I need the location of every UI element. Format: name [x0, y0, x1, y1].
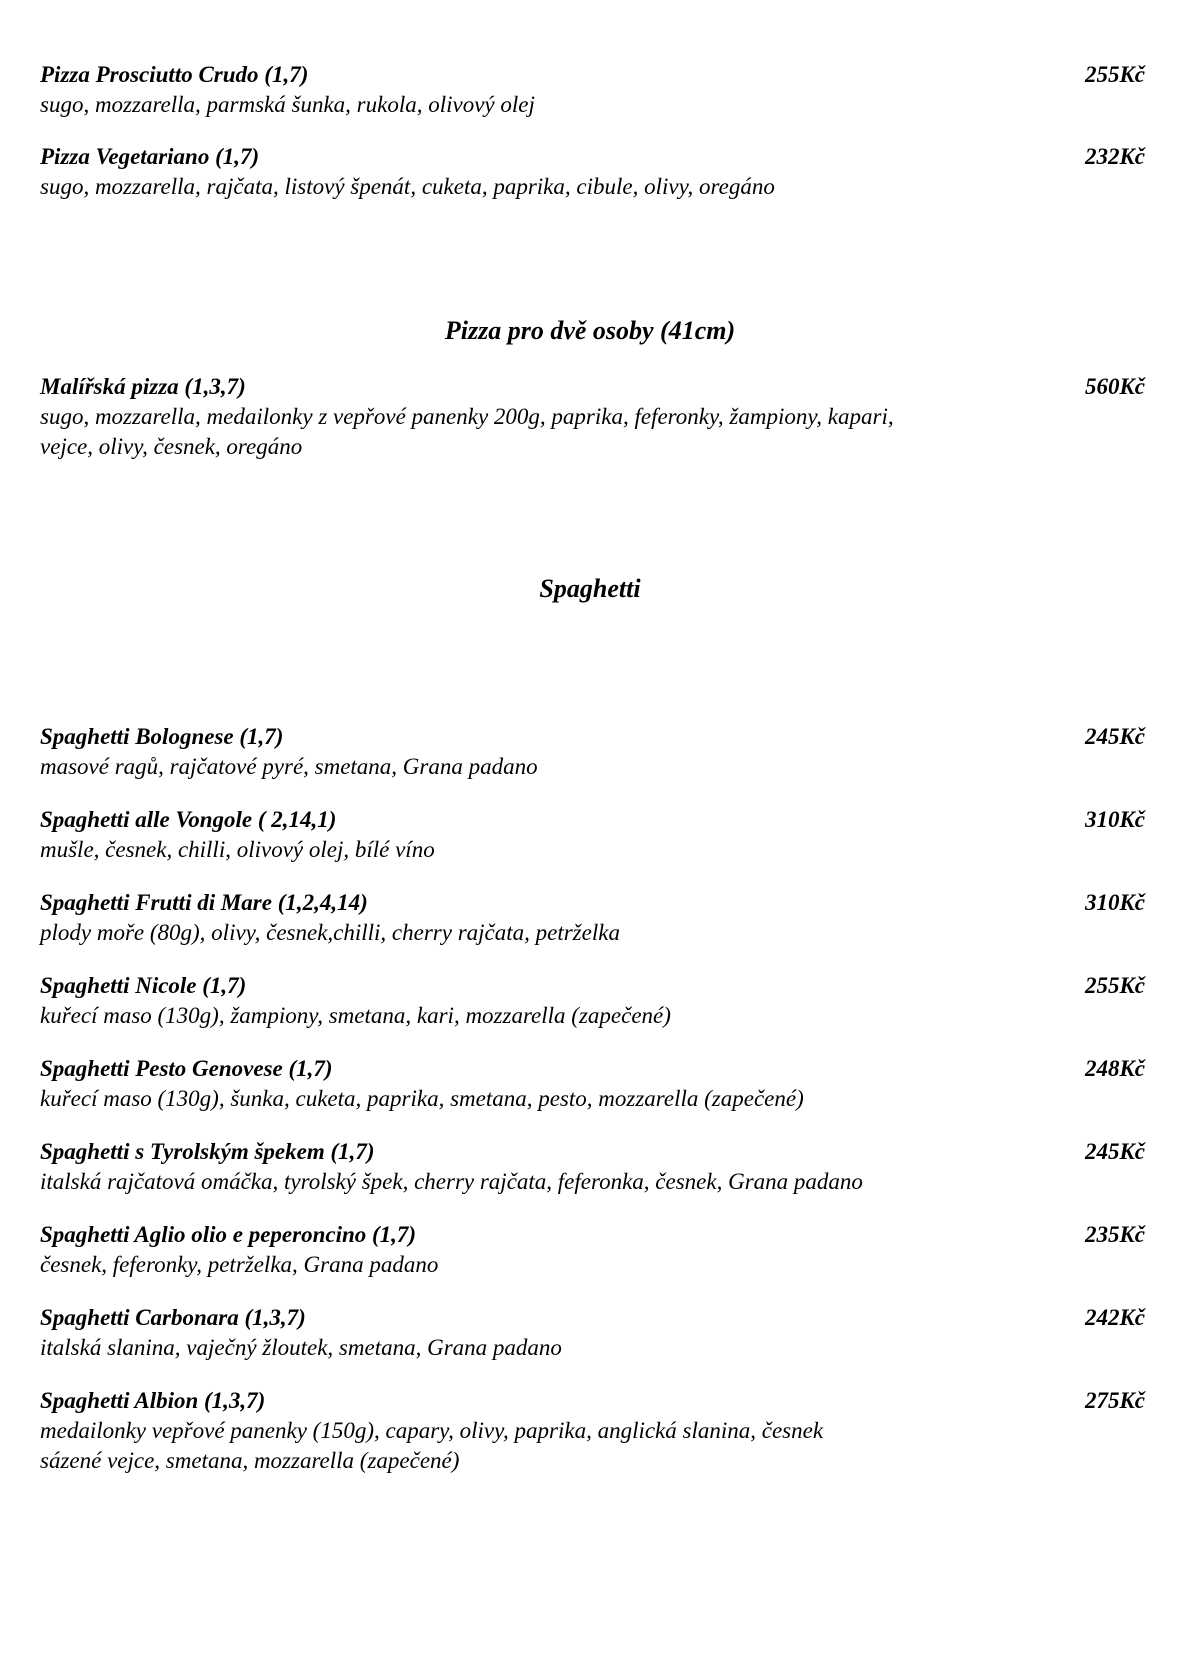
item-name: Spaghetti Nicole (1,7)	[40, 973, 247, 998]
item-price: 255Kč	[1084, 62, 1145, 87]
item-description: italská slanina, vaječný žloutek, smetana, Grana padano	[40, 1335, 562, 1360]
item-description: sugo, mozzarella, rajčata, listový špenát, cuketa, paprika, cibule, olivy, oregáno	[40, 174, 775, 199]
menu-item	[40, 971, 1145, 1031]
item-price: 245Kč	[1084, 724, 1145, 749]
item-price: 310Kč	[1084, 807, 1145, 832]
item-price: 275Kč	[1084, 1388, 1145, 1413]
menu-item	[40, 142, 1145, 202]
item-price: 235Kč	[1084, 1222, 1145, 1247]
item-description: sázené vejce, smetana, mozzarella (zapečené)	[40, 1448, 460, 1473]
menu-item	[40, 888, 1145, 948]
item-description: masové ragů, rajčatové pyré, smetana, Grana padano	[40, 754, 538, 779]
item-name: Spaghetti Bolognese (1,7)	[40, 724, 284, 749]
item-name: Spaghetti Albion (1,3,7)	[40, 1388, 266, 1413]
item-name: Spaghetti Pesto Genovese (1,7)	[40, 1056, 333, 1081]
menu-item	[40, 1303, 1145, 1363]
item-price: 310Kč	[1084, 890, 1145, 915]
item-price: 245Kč	[1084, 1139, 1145, 1164]
item-price: 242Kč	[1084, 1305, 1145, 1330]
item-description: sugo, mozzarella, medailonky z vepřové panenky 200g, paprika, feferonky, žampiony, kapari,	[40, 404, 894, 429]
item-description: medailonky vepřové panenky (150g), capary, olivy, paprika, anglická slanina, česnek	[40, 1418, 824, 1443]
item-description: vejce, olivy, česnek, oregáno	[40, 434, 303, 459]
menu-item	[40, 1386, 1145, 1476]
item-description: plody moře (80g), olivy, česnek,chilli, cherry rajčata, petrželka	[40, 920, 620, 945]
item-description: italská rajčatová omáčka, tyrolský špek, cherry rajčata, feferonka, česnek, Grana padano	[40, 1169, 863, 1194]
item-name: Spaghetti Carbonara (1,3,7)	[40, 1305, 306, 1330]
menu-item	[40, 60, 1145, 120]
menu-item	[40, 1137, 1145, 1197]
item-name: Pizza Prosciutto Crudo (1,7)	[40, 62, 309, 87]
item-description: mušle, česnek, chilli, olivový olej, bílé víno	[40, 837, 435, 862]
item-price: 232Kč	[1084, 144, 1145, 169]
item-description: kuřecí maso (130g), žampiony, smetana, kari, mozzarella (zapečené)	[40, 1003, 671, 1028]
item-description: česnek, feferonky, petrželka, Grana padano	[40, 1252, 439, 1277]
menu-item	[40, 372, 1145, 462]
item-name: Pizza Vegetariano (1,7)	[40, 144, 260, 169]
item-name: Spaghetti Frutti di Mare (1,2,4,14)	[40, 890, 368, 915]
section-title: Pizza pro dvě osoby (41cm)	[444, 316, 736, 345]
item-name: Spaghetti Aglio olio e peperoncino (1,7)	[40, 1222, 417, 1247]
item-price: 255Kč	[1084, 973, 1145, 998]
menu-item	[40, 1220, 1145, 1280]
item-description: kuřecí maso (130g), šunka, cuketa, paprika, smetana, pesto, mozzarella (zapečené)	[40, 1086, 804, 1111]
menu-item	[40, 805, 1145, 865]
menu-item	[40, 722, 1145, 782]
item-name: Spaghetti s Tyrolským špekem (1,7)	[40, 1139, 375, 1164]
menu-item	[40, 1054, 1145, 1114]
item-name: Spaghetti alle Vongole ( 2,14,1)	[40, 807, 337, 832]
item-price: 248Kč	[1084, 1056, 1145, 1081]
section-title: Spaghetti	[539, 574, 641, 603]
item-name: Malířská pizza (1,3,7)	[40, 374, 246, 399]
item-price: 560Kč	[1084, 374, 1145, 399]
item-description: sugo, mozzarella, parmská šunka, rukola, olivový olej	[40, 92, 535, 117]
